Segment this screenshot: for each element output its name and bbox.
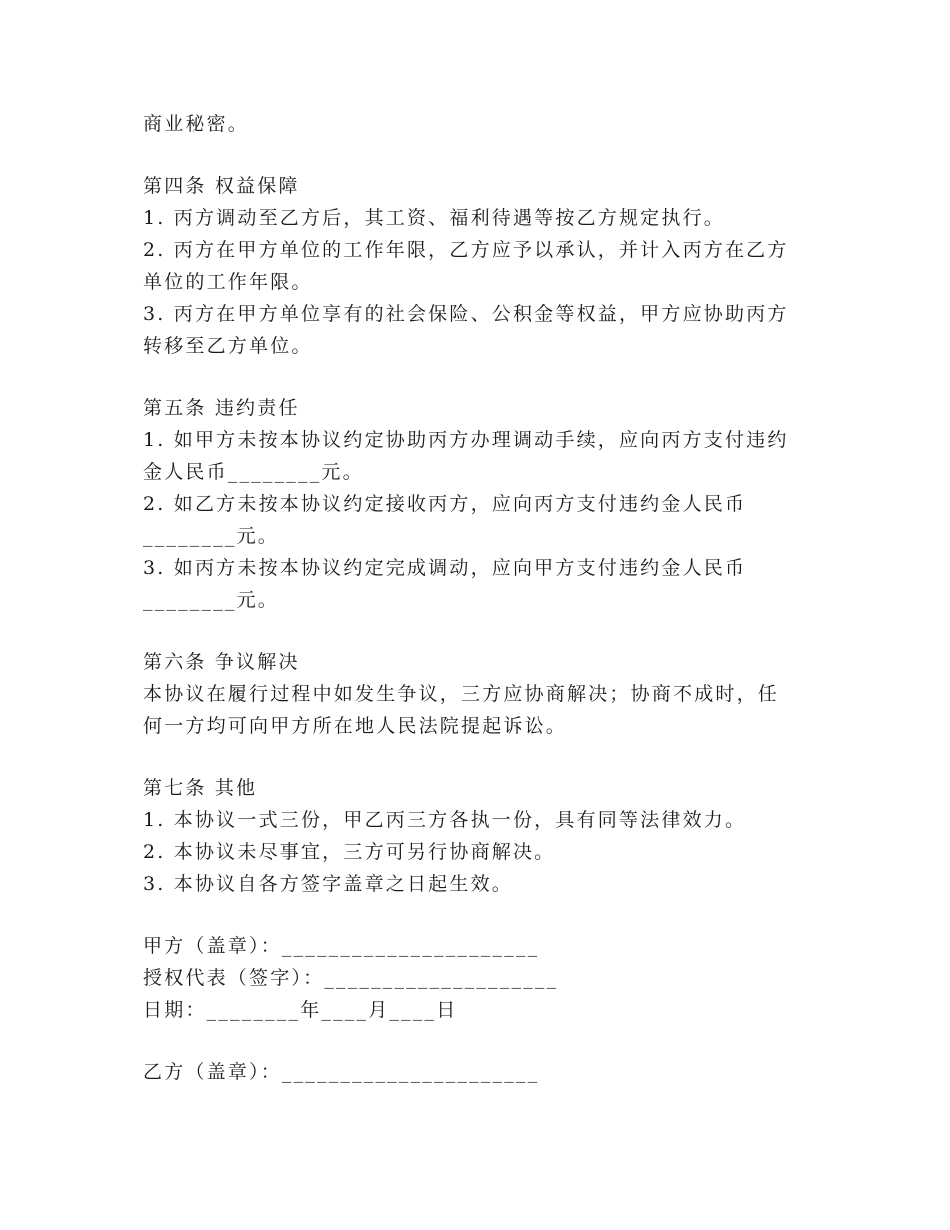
clause-line: 1. 本协议一式三份，甲乙丙三方各执一份，具有同等法律效力。 — [143, 809, 747, 831]
section-dispute-resolution — [143, 646, 813, 742]
clause-line: 本协议在履行过程中如发生争议，三方应协商解决；协商不成时，任 — [143, 683, 780, 705]
section-heading: 第七条 其他 — [143, 777, 258, 799]
representative-signature-line: 授权代表（签字）：____________________ — [143, 967, 559, 989]
date-line: 日期：________年____月____日 — [143, 999, 458, 1021]
clause-line: 1. 丙方调动至乙方后，其工资、福利待遇等按乙方规定执行。 — [143, 207, 725, 229]
clause-line: 金人民币________元。 — [143, 461, 364, 483]
spacer — [143, 900, 813, 930]
party-a-seal-line: 甲方（盖章）：______________________ — [143, 935, 540, 957]
spacer — [143, 1026, 813, 1056]
clause-line: 2. 丙方在甲方单位的工作年限，乙方应予以承认，并计入丙方在乙方 — [143, 239, 789, 261]
clause-line: 2. 如乙方未按本协议约定接收丙方，应向丙方支付违约金人民币 — [143, 493, 747, 515]
section-breach-liability — [143, 392, 813, 616]
section-miscellaneous — [143, 772, 813, 900]
clause-line: ________元。 — [143, 525, 280, 547]
spacer — [143, 362, 813, 392]
clause-line: ________元。 — [143, 589, 280, 611]
intro-tail-text: 商业秘密。 — [143, 113, 250, 135]
party-b-seal-line: 乙方（盖章）：______________________ — [143, 1061, 540, 1083]
signature-block-party-a — [143, 930, 813, 1026]
signature-block-party-b — [143, 1056, 813, 1088]
section-rights-protection — [143, 170, 813, 362]
clause-line: 1. 如甲方未按本协议约定协助丙方办理调动手续，应向丙方支付违约 — [143, 429, 789, 451]
clause-line: 何一方均可向甲方所在地人民法院提起诉讼。 — [143, 715, 568, 737]
clause-line: 3. 如丙方未按本协议约定完成调动，应向甲方支付违约金人民币 — [143, 557, 747, 579]
clause-line: 转移至乙方单位。 — [143, 335, 313, 357]
clause-line: 2. 本协议未尽事宜，三方可另行协商解决。 — [143, 841, 556, 863]
clause-line: 单位的工作年限。 — [143, 271, 313, 293]
clause-line: 3. 本协议自各方签字盖章之日起生效。 — [143, 873, 513, 895]
section-heading: 第六条 争议解决 — [143, 651, 300, 673]
spacer — [143, 140, 813, 170]
section-heading: 第四条 权益保障 — [143, 175, 300, 197]
clause-line: 3. 丙方在甲方单位享有的社会保险、公积金等权益，甲方应协助丙方 — [143, 303, 789, 325]
section-heading: 第五条 违约责任 — [143, 397, 300, 419]
spacer — [143, 742, 813, 772]
agreement-document — [143, 108, 813, 1088]
spacer — [143, 616, 813, 646]
